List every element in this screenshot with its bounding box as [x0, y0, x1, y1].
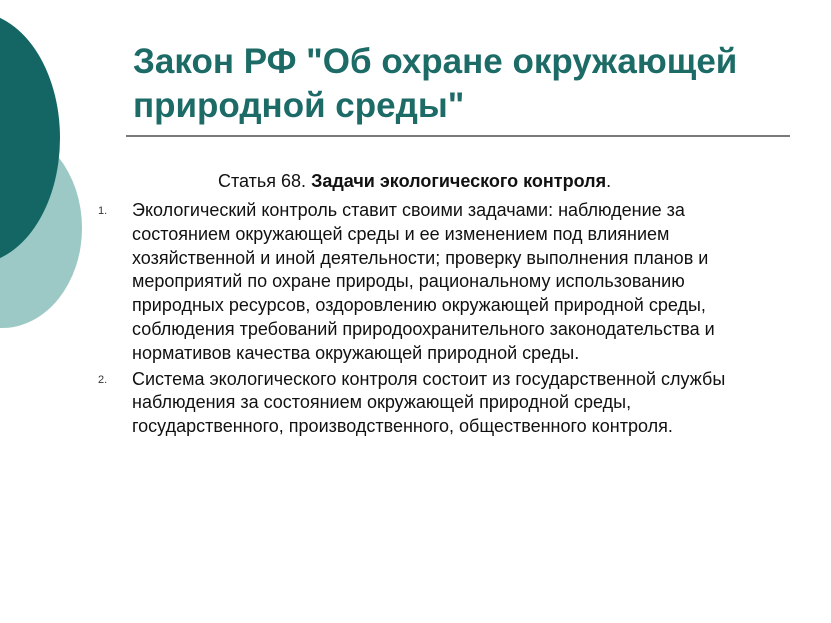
article-end: .	[606, 171, 612, 191]
slide-title: Закон РФ "Об охране окружающей природной среды"	[133, 42, 738, 125]
article-number: Статья 68.	[218, 171, 307, 191]
title-divider	[126, 135, 790, 137]
list-item-text: Экологический контроль ставит своими задачами: наблюдение за состоянием окружающей среды и ее изменением под влиянием хозяйственной и иной деятельности; проверку выполнения планов и мероприятий по охране природы, рациональному использованию природных ресурсов, оздоровлению окружающей природной среды, соблюдения требований природоохранительного законодательства и нормативов качества окружающей природной среды.	[132, 200, 715, 363]
article-heading: Задачи экологического контроля	[311, 171, 607, 191]
list-item-text: Система экологического контроля состоит из государственной службы наблюдения за состоянием окружающей природной среды, государственного, производственного, общественного контроля.	[132, 368, 726, 437]
list-item	[98, 199, 780, 366]
list-item-number: 2.	[98, 373, 108, 386]
article-caption	[218, 170, 611, 192]
list-item-number: 1.	[98, 205, 108, 217]
list-item	[98, 368, 780, 439]
task-list	[98, 199, 780, 441]
